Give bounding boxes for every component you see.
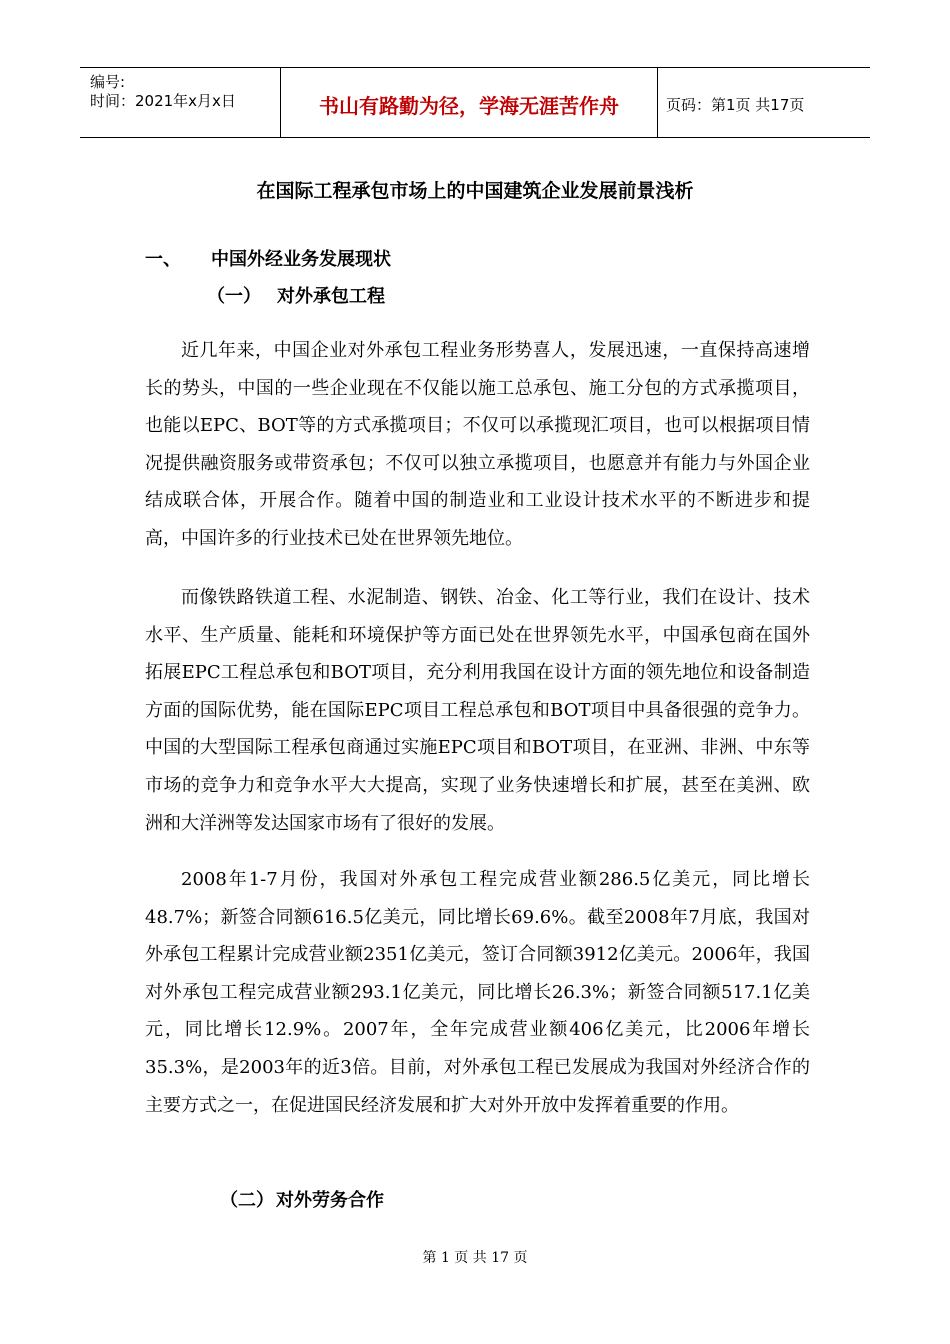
document-title: 在国际工程承包市场上的中国建筑企业发展前景浅析 (256, 180, 694, 202)
body-paragraph: 而像铁路铁道工程、水泥制造、钢铁、冶金、化工等行业，我们在设计、技术水平、生产质量、能耗和环境保护等方面已处在世界领先水平，中国承包商在国外拓展EPC工程总承包和BOT项目，充分利用我国在设计方面的领先地位和设备制造方面的国际优势，能在国际EPC项目工程总承包和BOT项目中具备很强的竞争力。中国的大型国际工程承包商通过实施EPC项目和BOT项目，在亚洲、非洲、中东等市场的竞争力和竞争水平大大提高，实现了业务快速增长和扩展，甚至在美洲、欧洲和大洋洲等发达国家市场有了很好的发展。 (145, 587, 810, 834)
header-meta-cell (80, 68, 281, 137)
body-paragraph: 2008年1-7月份，我国对外承包工程完成营业额286.5亿美元，同比增长48.7%；新签合同额616.5亿美元，同比增长69.6%。截至2008年7月底，我国对外承包工程累计完成营业额2351亿美元，签订合同额3912亿美元。2006年，我国对外承包工程完成营业额293.1亿美元，同比增长26.3%；新签合同额517.1亿美元，同比增长12.9%。2007年，全年完成营业额406亿美元，比2006年增长35.3%，是2003年的近3倍。目前，对外承包工程已发展成为我国对外经济合作的主要方式之一，在促进国民经济发展和扩大对外开放中发挥着重要的作用。 (145, 869, 810, 1116)
subsection-title: 对外劳务合作 (276, 1190, 384, 1211)
header-motto: 书山有路勤为径，学海无涯苦作舟 (319, 94, 619, 118)
document-time-label: 时间：2021年x月x日 (90, 92, 236, 110)
section-title: 中国外经业务发展现状 (211, 249, 391, 270)
section-heading-1 (145, 245, 391, 271)
section-number: 一、 (145, 249, 181, 270)
subsection-title: 对外承包工程 (277, 286, 385, 307)
document-number-label: 编号: (90, 73, 126, 91)
header-page-info: 页码：第1页 共17页 (666, 96, 805, 114)
page-header (80, 67, 870, 138)
body-paragraph: 近几年来，中国企业对外承包工程业务形势喜人，发展迅速，一直保持高速增长的势头，中国的一些企业现在不仅能以施工总承包、施工分包的方式承揽项目，也能以EPC、BOT等的方式承揽项目；不仅可以承揽现汇项目，也可以根据项目情况提供融资服务或带资承包；不仅可以独立承揽项目，也愿意并有能力与外国企业结成联合体，开展合作。随着中国的制造业和工业设计技术水平的不断进步和提高，中国许多的行业技术已处在世界领先地位。 (145, 340, 810, 549)
header-motto-cell (281, 68, 658, 137)
header-page-cell (658, 68, 870, 137)
subsection-number: （二） (220, 1190, 274, 1211)
page-footer: 第 1 页 共 17 页 (422, 1250, 528, 1266)
subsection-heading-1 (207, 282, 385, 308)
subsection-heading-2 (220, 1186, 384, 1212)
subsection-number: （一） (207, 286, 261, 307)
